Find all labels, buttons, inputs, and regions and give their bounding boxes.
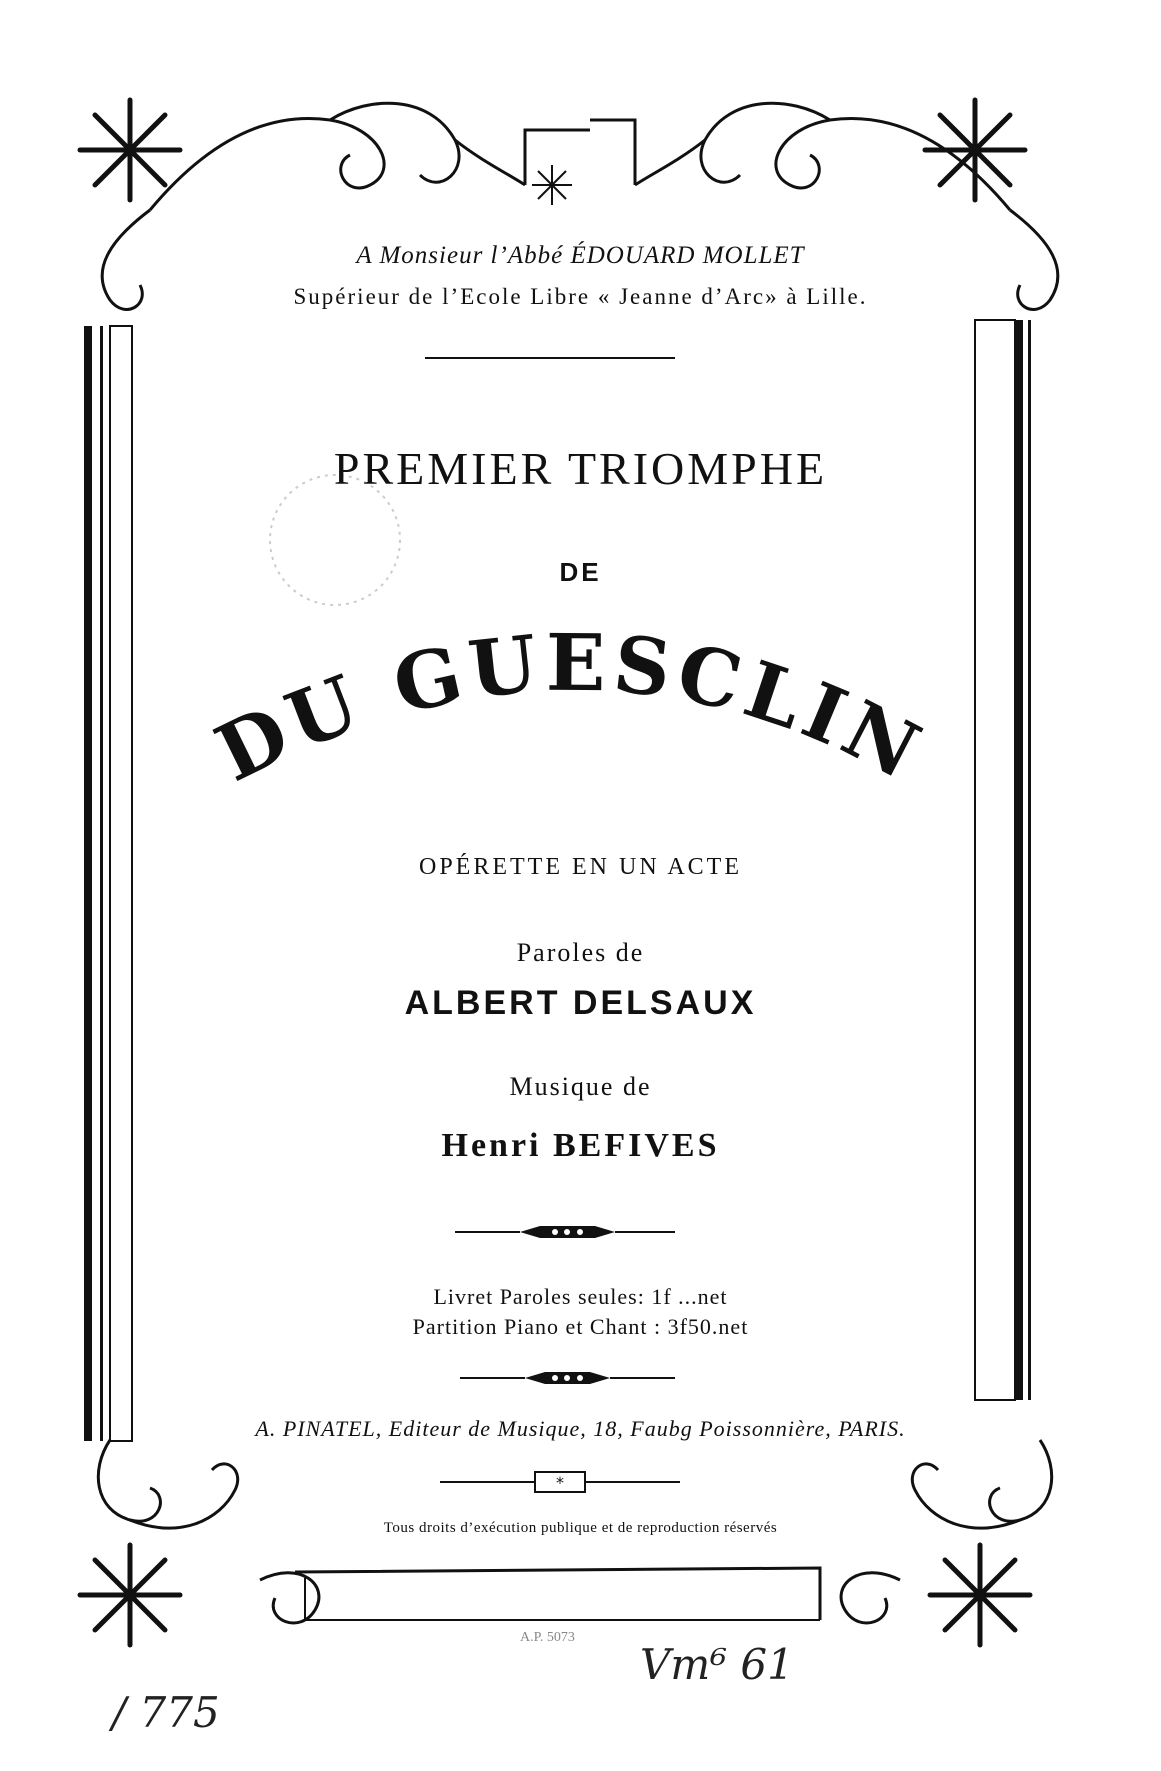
archive-stamp-code: A.P. 5073 <box>520 1630 575 1645</box>
title-line-1: PREMIER TRIOMPHE <box>333 443 828 494</box>
divider-ornament-1 <box>455 1226 675 1238</box>
rights-notice: Tous droits d’exécution publique et de reproduction réservés <box>383 1520 778 1536</box>
price-libretto: Livret Paroles seules: 1f ...net <box>433 1284 728 1309</box>
price-score: Partition Piano et Chant : 3f50.net <box>412 1314 749 1339</box>
handwritten-shelfmark-left: / 775 <box>112 1688 220 1737</box>
subtitle: OPÉRETTE EN UN ACTE <box>419 854 742 880</box>
publisher-line: A. PINATEL, Editeur de Musique, 18, Faubg Poissonnière, PARIS. <box>255 1416 906 1441</box>
svg-text:*: * <box>556 1473 564 1492</box>
divider-ornament-2 <box>460 1372 675 1384</box>
dedication-line-2: Supérieur de l’Ecole Libre « Jeanne d’Arc» à Lille. <box>293 284 868 309</box>
divider-ornament-3 <box>440 1472 680 1492</box>
title-connector: DE <box>559 557 602 587</box>
svg-text:DU GUESCLIN: DU GUESCLIN <box>202 617 939 801</box>
handwritten-shelfmark-right: Vm⁶ 61 <box>640 1640 794 1689</box>
lyrics-label: Paroles de <box>516 938 645 967</box>
composer-name: Henri BEFIVES <box>441 1127 720 1164</box>
dedication-line-1: A Monsieur l’Abbé ÉDOUARD MOLLET <box>356 242 805 269</box>
main-title-arched <box>0 600 1161 860</box>
lyricist-name: ALBERT DELSAUX <box>404 984 757 1022</box>
music-label: Musique de <box>509 1072 652 1101</box>
